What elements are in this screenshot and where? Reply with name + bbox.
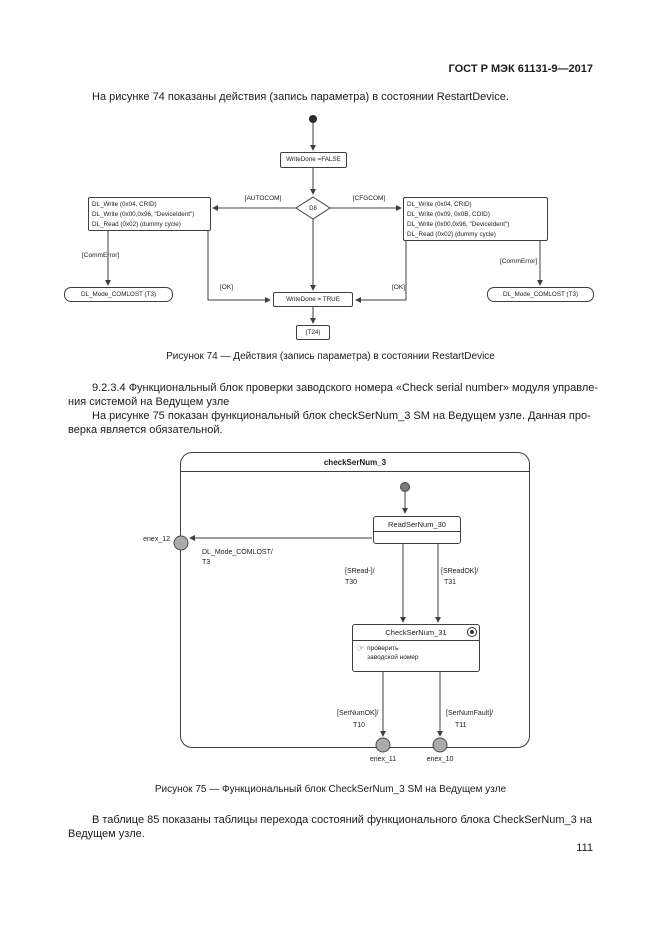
- check-action-line: проверить: [367, 645, 399, 652]
- submachine-icon: [467, 627, 477, 637]
- ok-left-arrow: [208, 231, 270, 300]
- branch-autocom-label: [AUTOCOM]: [244, 195, 282, 202]
- ok-right-label: [OK]: [392, 284, 406, 291]
- comlost-timer-label: T3: [202, 559, 211, 566]
- action-line: DL_Read (0x02) (dummy cycle): [92, 221, 181, 228]
- page-number: 111: [576, 842, 593, 854]
- paragraph-table85: [68, 813, 608, 841]
- initial-state-dot: [401, 483, 410, 492]
- figure-74-caption: Рисунок 74 — Действия (запись параметра) в состоянии RestartDevice: [166, 351, 495, 362]
- branch-cfgcom-label: [CFGCOM]: [352, 195, 386, 202]
- state-readsernum30: [373, 516, 461, 544]
- action-line: DL_Write (0x04, CRID): [407, 201, 472, 208]
- autocom-actions-box: [88, 197, 211, 231]
- exit-point-enex11-icon: [376, 738, 390, 752]
- sread-fail-timer: T30: [345, 579, 358, 586]
- sernum-fault-label: [SerNumFault]/: [446, 710, 494, 717]
- initial-state-dot: [309, 115, 317, 123]
- sernum-ok-timer: T10: [353, 722, 366, 729]
- check-action-line: заводской номер: [367, 654, 419, 661]
- pointing-hand-icon: ☞: [357, 644, 365, 653]
- state-checksernum31: [352, 624, 480, 672]
- heading-line: ния системой на Ведущем узле: [68, 396, 230, 408]
- sernum-fault-timer: T11: [455, 722, 467, 729]
- figure-74-diagram: [0, 108, 661, 348]
- figure-75-diagram: [0, 450, 661, 780]
- page-header: ГОСТ Р МЭК 61131-9—2017: [448, 63, 593, 75]
- exit-point-enex10-icon: [433, 738, 447, 752]
- comlost-left-box: DL_Mode_COMLOST (T3): [64, 287, 173, 302]
- commerror-left-label: [CommError]: [82, 252, 120, 259]
- paragraph-fig74-intro: На рисунке 74 показаны действия (запись параметра) в состоянии RestartDevice.: [92, 91, 509, 103]
- state-name: ReadSerNum_30: [374, 517, 460, 532]
- section-heading-9234: [68, 381, 608, 409]
- exit-enex11-label: enex_11: [369, 756, 397, 763]
- action-line: DL_Read (0x02) (dummy cycle): [407, 231, 496, 238]
- action-line: DL_Write (0x09, 0x0B, COID): [407, 211, 490, 218]
- paragraph-line: Ведущем узле.: [68, 828, 145, 840]
- paragraph-line: верка является обязательной.: [68, 424, 223, 436]
- exit-enex10-label: enex_10: [426, 756, 454, 763]
- decision-label: D8: [309, 206, 317, 212]
- commerror-right-label: [CommError]: [500, 258, 538, 265]
- state-writedone-false: WriteDone =FALSE: [280, 152, 347, 168]
- sernum-ok-label: [SerNumOK]/: [337, 710, 379, 717]
- fig75-connectors: [0, 450, 661, 780]
- paragraph-line: В таблице 85 показаны таблицы перехода состояний функционального блока CheckSerNum_3 на: [92, 814, 593, 826]
- exit-enex12-label: enex_12: [143, 536, 170, 543]
- comlost-action-label: DL_Mode_COMLOST/: [202, 549, 273, 556]
- cfgcom-actions-box: [403, 197, 548, 241]
- action-line: DL_Write (0x00,0x96, "DeviceIdent"): [92, 211, 195, 218]
- state-writedone-true: WriteDone = TRUE: [273, 292, 353, 307]
- figure-75-caption: Рисунок 75 — Функциональный блок CheckSerNum_3 SM на Ведущем узле: [154, 784, 507, 795]
- terminal-t24: (T24): [296, 325, 330, 340]
- action-line: DL_Write (0x04, CRID): [92, 201, 157, 208]
- sread-ok-timer: T31: [444, 579, 457, 586]
- comlost-right-box: DL_Mode_COMLOST (T3): [487, 287, 594, 302]
- function-block-title: checkSerNum_3: [181, 453, 529, 472]
- action-line: DL_Write (0x00,0x96, "DeviceIdent"): [407, 221, 510, 228]
- heading-line: 9.2.3.4 Функциональный блок проверки заводского номера «Check serial number» модуля управле-: [92, 382, 599, 394]
- paragraph-fig75-intro: [68, 409, 608, 437]
- sread-fail-label: [SRead-]/: [345, 568, 375, 575]
- exit-point-enex12-icon: [174, 536, 188, 550]
- paragraph-line: На рисунке 75 показан функциональный блок checkSerNum_3 SM на Ведущем узле. Данная про-: [92, 410, 591, 422]
- sread-ok-label: [SReadOK]/: [441, 568, 479, 575]
- ok-left-label: [OK]: [220, 284, 234, 291]
- state-name: CheckSerNum_31: [385, 628, 447, 637]
